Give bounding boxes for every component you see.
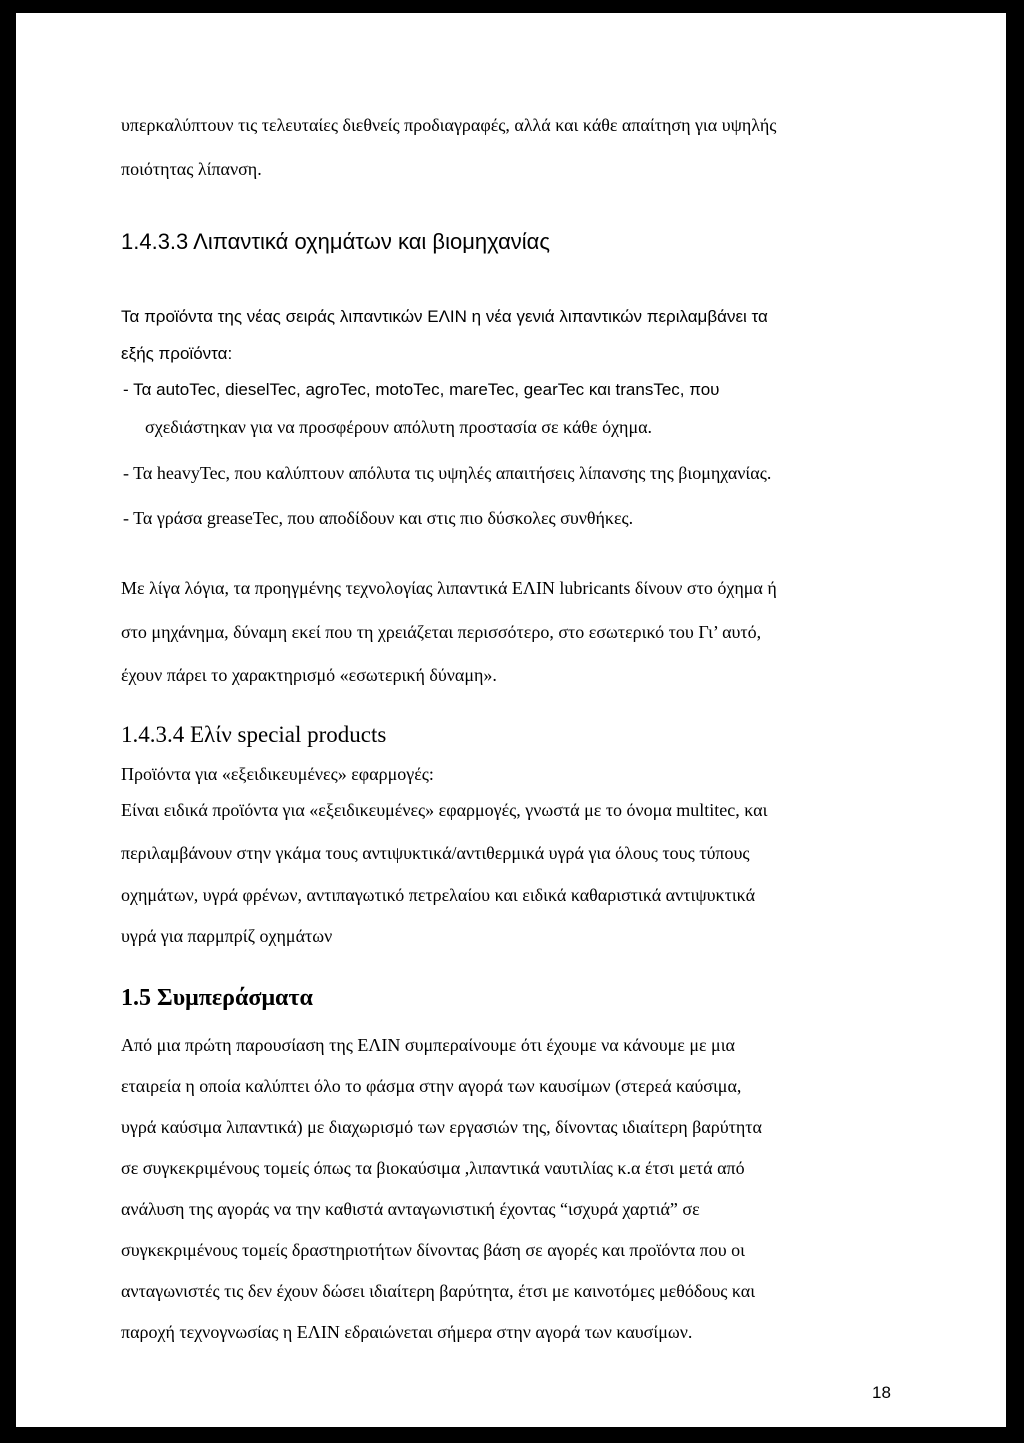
special-products-line-4: υγρά για παρμπρίζ οχημάτων xyxy=(121,926,333,946)
section-1-4-3-3-intro-line-2: εξής προϊόντα: xyxy=(121,344,233,363)
section-1-4-3-4-heading: 1.4.3.4 Ελίν special products xyxy=(121,722,387,747)
conclusions-line-5: ανάλυση της αγοράς να την καθιστά ανταγωνιστική έχοντας “ισχυρά χαρτιά” σε xyxy=(121,1199,700,1219)
section-1-5-heading: 1.5 Συμπεράσματα xyxy=(121,985,313,1011)
conclusions-line-8: παροχή τεχνογνωσίας η ΕΛΙΝ εδραιώνεται σήμερα στην αγορά των καυσίμων. xyxy=(121,1322,693,1342)
special-products-line-1: Είναι ειδικά προϊόντα για «εξειδικευμένες» εφαρμογές, γνωστά με το όνομα multitec, και xyxy=(121,800,768,820)
summary-line-2: στο μηχάνημα, δύναμη εκεί που τη χρειάζεται περισσότερο, στο εσωτερικό του Γι’ αυτό, xyxy=(121,622,762,642)
bullet-item-3: - Τα γράσα greaseTec, που αποδίδουν και στις πιο δύσκολες συνθήκες. xyxy=(123,508,634,528)
intro-line-2: ποιότητας λίπανση. xyxy=(121,159,262,179)
section-1-4-3-3-intro-line-1: Τα προϊόντα της νέας σειράς λιπαντικών ΕΛΙΝ η νέα γενιά λιπαντικών περιλαμβάνει τα xyxy=(121,307,768,326)
conclusions-line-2: εταιρεία η οποία καλύπτει όλο το φάσμα στην αγορά των καυσίμων (στερεά καύσιμα, xyxy=(121,1076,742,1096)
bullet-item-1-line-1: - Τα autoTec, dieselTec, agroTec, motoTec, mareTec, gearTec και transTec, που xyxy=(123,380,720,399)
summary-line-3: έχουν πάρει το χαρακτηρισμό «εσωτερική δύναμη». xyxy=(121,665,497,685)
conclusions-line-7: ανταγωνιστές τις δεν έχουν δώσει ιδιαίτερη βαρύτητα, έτσι με καινοτόμες μεθόδους και xyxy=(121,1281,756,1301)
document-page xyxy=(16,13,1006,1427)
section-1-4-3-3-heading: 1.4.3.3 Λιπαντικά οχημάτων και βιομηχανίας xyxy=(121,229,550,254)
conclusions-line-3: υγρά καύσιμα λιπαντικά) με διαχωρισμό των εργασιών της, δίνοντας ιδιαίτερη βαρύτητα xyxy=(121,1117,762,1137)
bullet-item-1-line-2: σχεδιάστηκαν για να προσφέρουν απόλυτη προστασία σε κάθε όχημα. xyxy=(145,417,653,437)
summary-line-1: Με λίγα λόγια, τα προηγμένης τεχνολογίας λιπαντικά ΕΛΙΝ lubricants δίνουν στο όχημα ή xyxy=(121,578,777,598)
intro-line-1: υπερκαλύπτουν τις τελευταίες διεθνείς προδιαγραφές, αλλά και κάθε απαίτηση για υψηλής xyxy=(121,115,777,135)
special-products-line-2: περιλαμβάνουν στην γκάμα τους αντιψυκτικά/αντιθερμικά υγρά για όλους τους τύπους xyxy=(121,843,750,863)
special-products-line-3: οχημάτων, υγρά φρένων, αντιπαγωτικό πετρελαίου και ειδικά καθαριστικά αντιψυκτικά xyxy=(121,885,755,905)
bullet-item-2: - Τα heavyTec, που καλύπτουν απόλυτα τις υψηλές απαιτήσεις λίπανσης της βιομηχανίας. xyxy=(123,463,772,483)
conclusions-line-1: Από μια πρώτη παρουσίαση της ΕΛΙΝ συμπεραίνουμε ότι έχουμε να κάνουμε με μια xyxy=(121,1035,735,1055)
conclusions-line-4: σε συγκεκριμένους τομείς όπως τα βιοκαύσιμα ,λιπαντικά ναυτιλίας κ.α έτσι μετά από xyxy=(121,1158,745,1178)
conclusions-line-6: συγκεκριμένους τομείς δραστηριοτήτων δίνοντας βάση σε αγορές και προϊόντα που οι xyxy=(121,1240,745,1260)
page-number: 18 xyxy=(872,1383,891,1402)
section-1-4-3-4-subheading: Προϊόντα για «εξειδικευμένες» εφαρμογές: xyxy=(121,764,434,784)
